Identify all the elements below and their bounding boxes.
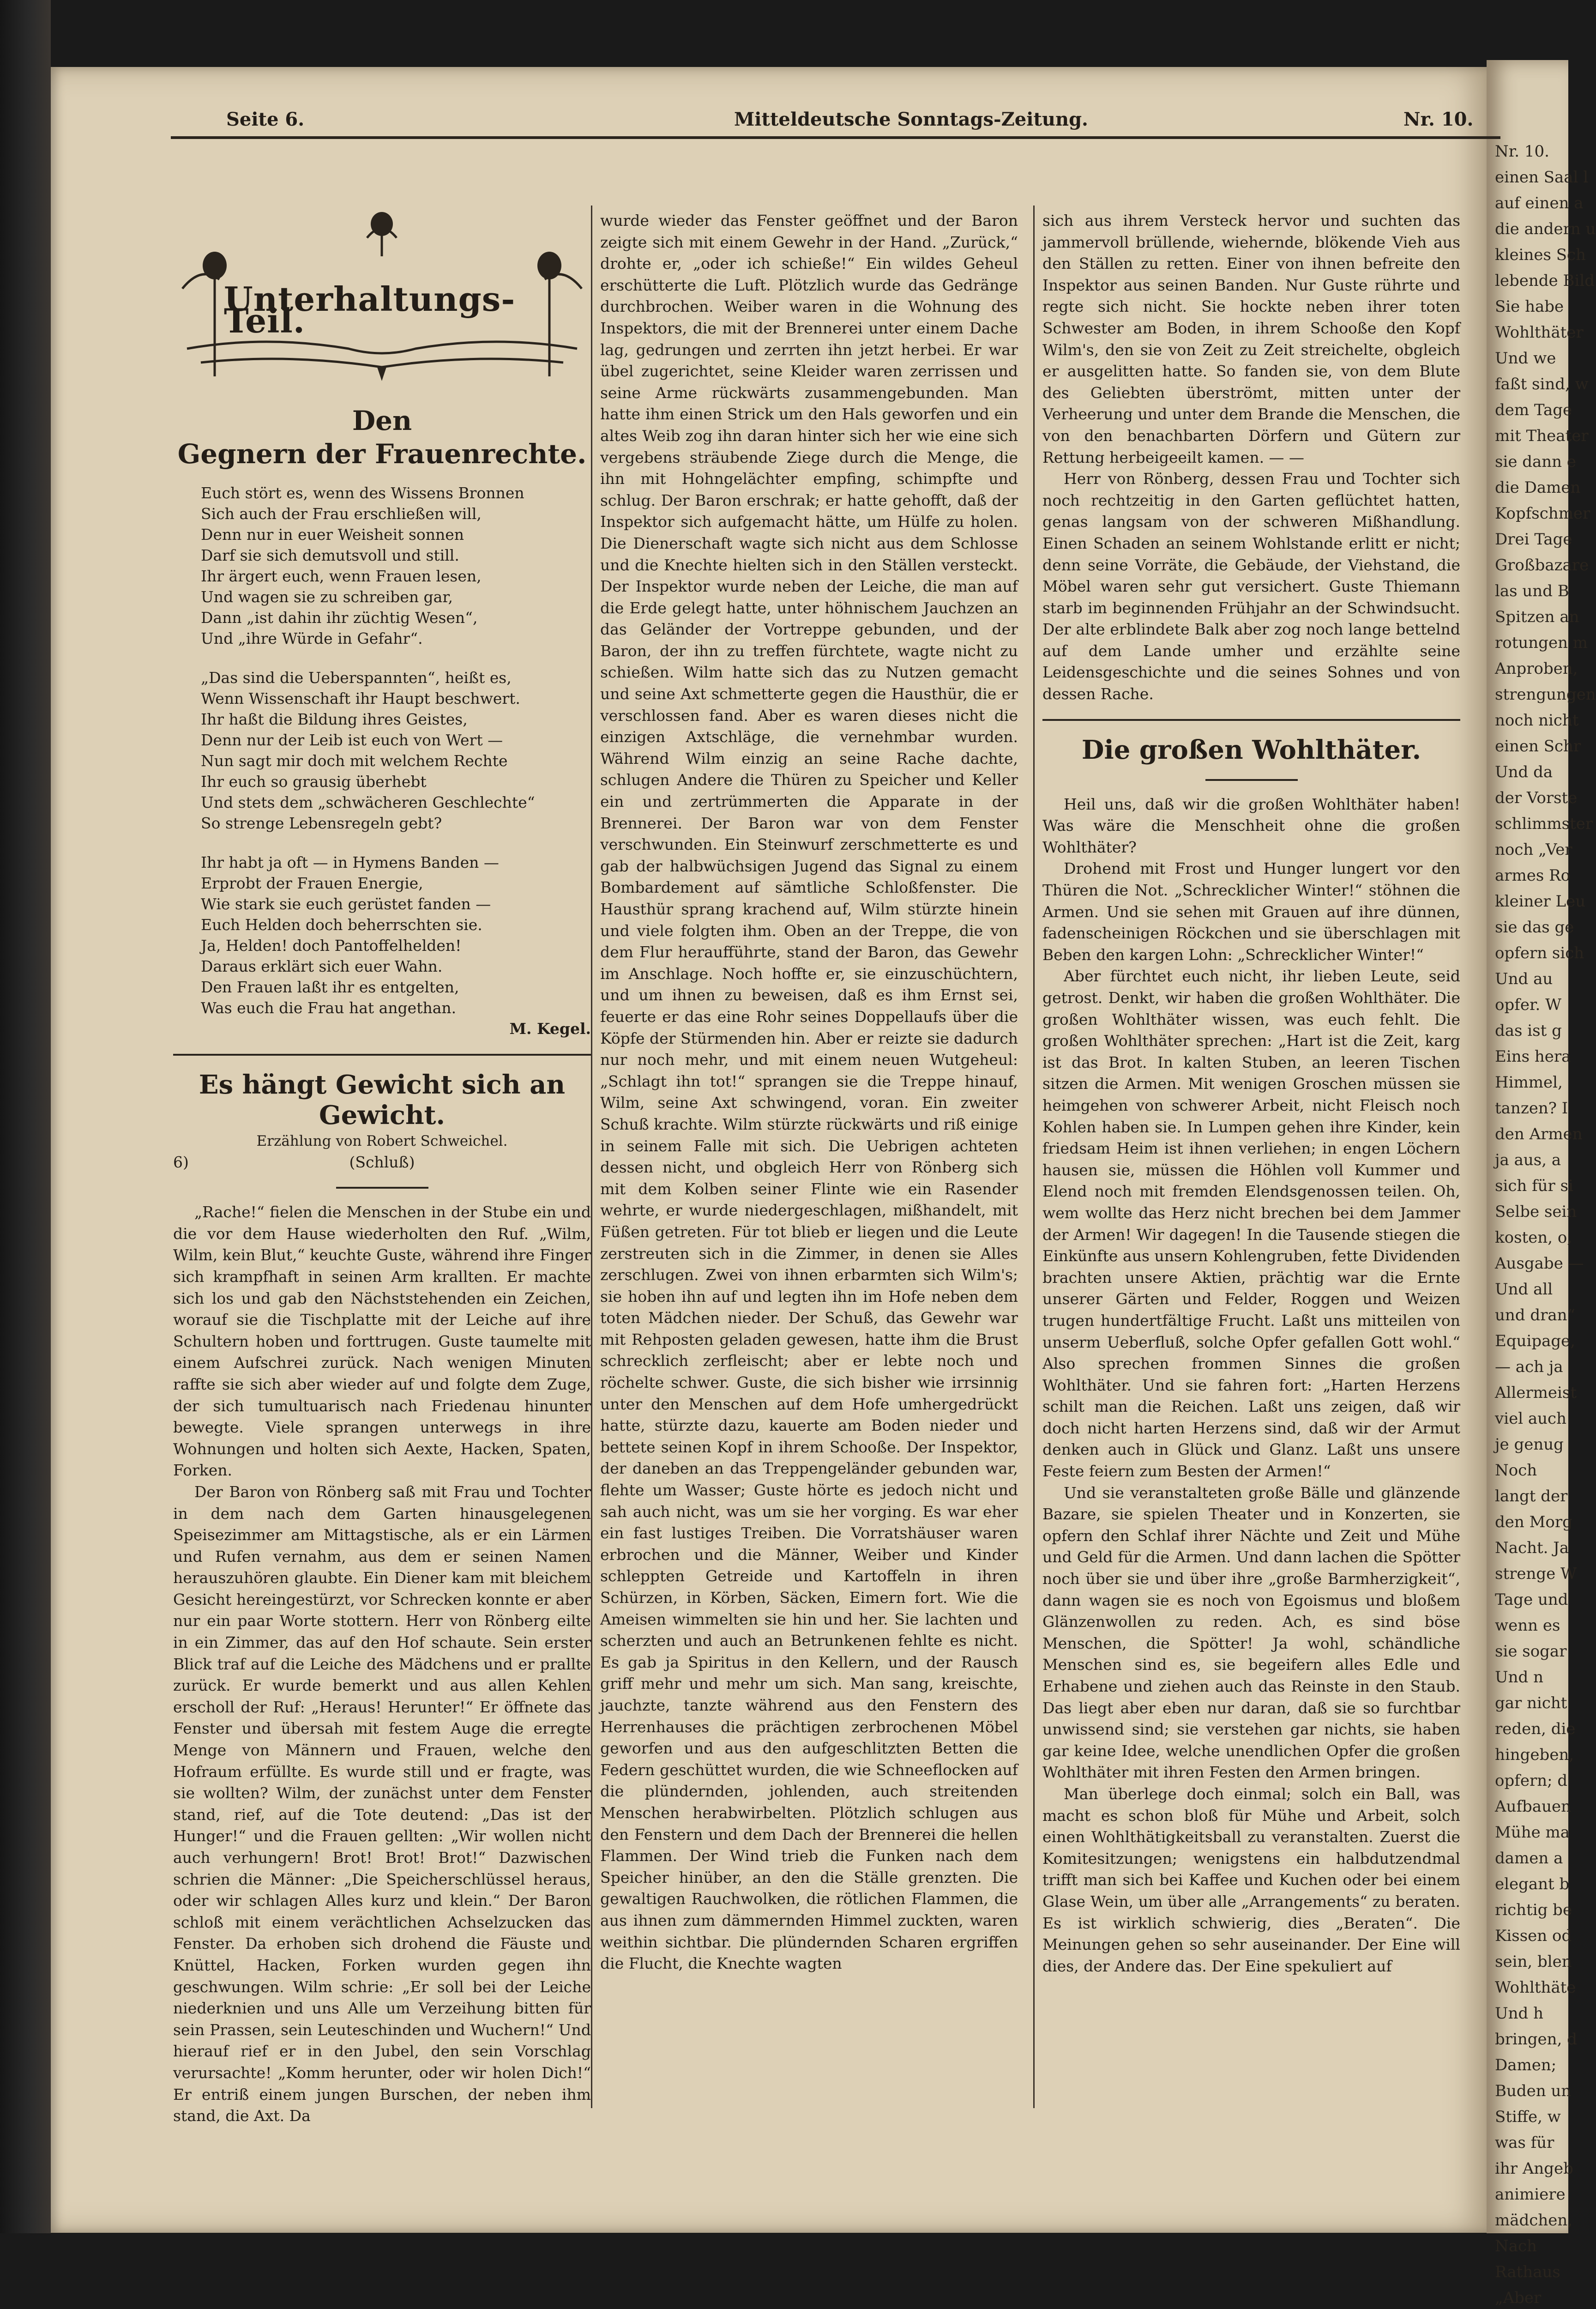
poem-line: Ihr haßt die Bildung ihres Geistes,	[201, 710, 468, 728]
column-3	[1042, 210, 1460, 1977]
poem-line: Euch Helden doch beherrschten sie.	[201, 916, 482, 934]
poem	[201, 483, 591, 1018]
poem-line: Euch stört es, wenn des Wissens Bronnen	[201, 484, 524, 502]
story-part-line	[173, 1152, 591, 1173]
poem-stanza	[201, 667, 591, 834]
column-divider	[1033, 206, 1035, 2108]
article-paragraph: Aber fürchtet euch nicht, ihr lieben Leute, seid getrost. Denkt, wir haben die großen Wohlthäter. Die großen Wohlthäter wissen, was euch fehlt. Die großen Wohlthäter sprechen: „Hart ist die Zeit, karg ist das Brot. In kalten Stuben, an leeren Tischen sitzen die Armen. Mit wenigen Groschen müssen sie heimgehen von schwerer Arbeit, nicht Fleisch noch Kohlen haben sie. In Lumpen gehen ihre Kinder, kein friedsam Heim ist ihnen verliehen; in engen Löchern hausen sie, müssen die Höhlen voll Kummer und Elend noch mit fremden Elendsgenossen teilen. Oh, wem wollte das Herz nicht brechen bei dem Jammer der Armen! Wir dagegen! In die Tausende stiegen die Einkünfte aus unsern Kohlengruben, fette Dividenden brachten unsere Aktien, prächtig war die Ernte unserer Gärten und Felder, Roggen und Weizen trugen hundertfältige Frucht. Laßt uns mitteilen von unserm Ueberfluß, solche Opfer gefallen Gott wohl.“ Also sprechen frommen Sinnes die großen Wohlthäter. Und sie fahren fort: „Harten Herzens schilt man die Reichen. Laßt uns zeigen, daß wir doch nicht harten Herzens sind, daß wir der Armut denken auch in Glück und Glanz. Laßt uns unsere Feste feiern zum Besten der Armen!“	[1042, 967, 1460, 1481]
book-binding	[0, 0, 51, 2233]
section-divider	[1042, 719, 1460, 721]
poem-line: Wenn Wissenschaft ihr Haupt beschwert.	[201, 689, 520, 707]
adjacent-page-fragment	[1487, 60, 1596, 2307]
story-paragraph: Der Baron von Rönberg saß mit Frau und Tochter in dem nach dem Garten hinausgelegenen Speisezimmer am Mittagstische, als er ein Lärmen und Rufen vernahm, aus dem er seinen Namen herauszuhören glaubte. Ein Diener kam mit bleichem Gesicht hereingestürzt, vor Schrecken konnte er aber nur ein paar Worte stottern. Herr von Rönberg eilte in ein Zimmer, das auf den Hof schaute. Sein erster Blick traf auf die Leiche des Mädchens und er prallte zurück. Er wurde bemerkt und aus allen Kehlen erscholl der Ruf: „Heraus! Herunter!“ Er öffnete das Fenster und übersah mit festem Auge die erregte Menge von Männern und Frauen, welche den Hofraum erfüllte. Es wurde still und er fragte, was sie wollten? Wilm, der zunächst unter dem Fenster stand, rief, auf die Tote deutend: „Das ist der Hunger!“ und die Frauen gellten: „Wir wollen nicht auch verhungern! Brot! Brot! Brot!“ Dazwischen schrien die Männer: „Die Speicherschlüssel heraus, oder wir schlagen Alles kurz und klein.“ Der Baron schloß mit einem verächtlichen Achselzucken das Fenster. Da erhoben sich drohend die Fäuste und Knüttel, Hacken, Forken wurden gegen ihn geschwungen. Wilm schrie: „Er soll bei der Leiche niederknien und uns Alle um Verzeihung bitten für sein Prassen, sein Leuteschinden und Wuchern!“ Und hierauf rief er in den Jubel, den sein Vorschlag verursachte! „Komm herunter, oder wir holen Dich!“ Er entriß einem jungen Burschen, der neben ihm stand, die Axt. Da	[173, 1482, 591, 2125]
poem-line: Nun sagt mir doch mit welchem Rechte	[201, 752, 508, 770]
story-part-number: 6)	[173, 1153, 189, 1172]
adjacent-page-text: Nr. 10. einen Saal l auf einen a die andern u kleines Sch lebende Bild Sie habe Wohlthäter Und we faßt sind, w dem Tage mit Theater sie dann e die Damen Kopfschmer Drei Tage Großbazare las und B Spitzen an rotungen m Anproben, strengungen noch nicht einen Schr Und da der Vorste schlimmster noch „Ver armes Ro kleiner Leu sie das ge opfern sich Und au opfer. W das ist g Eins hera Himmel, tanzen? I den Armen ja aus, a sich für si Selbe sein kosten, o, Ausgabe — Und all und dran“ Equipage, — ach ja Allermeist viel auch je genug Noch langt der den Morg Nacht. Ja strenge W Tage und wenn es sie sogar Und n gar nicht reden, die hingeben, opfern; d Aufbauen Mühe ma damen a elegant b richtig be Kissen od sein, blen Wohlthäte Und h bringen, d Damen; Buden un Stiffe, w was für ihr Angeb animiere mädchen, Nach Rathaus „Aber	[1495, 142, 1596, 2307]
column-divider	[591, 206, 592, 2108]
section-title: Unterhaltungs-Teil.	[224, 279, 516, 340]
poem-line: Und wagen sie zu schreiben gar,	[201, 588, 453, 606]
poem-title-line1: Den	[352, 405, 412, 436]
story-paragraph: „Rache!“ fielen die Menschen in der Stube ein und die vor dem Hause wiederholten den Ruf. „Wilm, Wilm, kein Blut,“ keuchte Guste, während ihre Finger sich krampfhaft in seinen Arm krallten. Er machte sich los und gab den Nächststehenden ein Zeichen, worauf sie die Tischplatte mit der Leiche auf ihre Schultern hoben und forttrugen. Guste taumelte mit einem Aufschrei zurück. Nach wenigen Minuten raffte sie sich aber wieder auf und folgte dem Zuge, der sich tumultuarisch nach Friedenau hinunter bewegte. Viele sprangen unterwegs in ihre Wohnungen und holten sich Aexte, Hacken, Spaten, Forken.	[173, 1203, 591, 1480]
poem-line: Daraus erklärt sich euer Wahn.	[201, 957, 443, 975]
title-separator	[1205, 779, 1298, 781]
article-paragraph: Man überlege doch einmal; solch ein Ball, was macht es schon bloß für Mühe und Arbeit, solch einen Wohlthätigkeitsball zu veranstalten. Zuerst die Komitesitzungen; wenigstens ein halbdutzendmal trifft man sich bei Kaffee und Kuchen oder bei einem Glase Wein, um über alle „Arrangements“ zu beraten. Es ist wirklich schwierig, dies „Beraten“. Die Meinungen gehen so sehr auseinander. Der Eine will dies, der Andere das. Der Eine spekuliert auf	[1042, 1784, 1460, 1975]
story-paragraph: wurde wieder das Fenster geöffnet und der Baron zeigte sich mit einem Gewehr in der Hand. „Zurück,“ drohte er, „oder ich schieße!“ Ein wildes Geheul erschütterte die Luft. Plötzlich wurde das Gedränge durchbrochen. Weiber waren in die Wohnung des Inspektors, die mit der Brennerei unter einem Dache lag, gedrungen und zerrten ihn jetzt herbei. Er war übel zugerichtet, seine Kleider waren zerrissen und seine Arme rückwärts zusammengebunden. Man hatte ihm einen Strick um den Hals geworfen und ein altes Weib zog ihn daran hinter sich her wie eine sich vergebens sträubende Ziege durch die Menge, die ihn mit Hohngelächter empfing, schimpfte und schlug. Der Baron erschrak; er hatte gehofft, daß der Inspektor sich aufgemacht hätte, um Hülfe zu holen. Die Dienerschaft wagte sich nicht aus dem Schlosse und die Knechte hielten sich in den Ställen versteckt. Der Inspektor wurde neben der Leiche, die man auf die Erde gelegt hatte, unter höhnischem Jauchzen an das Geländer der Vortreppe gebunden, und der Baron, der ihn zu treffen fürchtete, wagte nicht zu schießen. Wilm hatte sich das zu Nutzen gemacht und seine Axt schmetterte gegen die Hausthür, die er verschlossen fand. Aber es waren dieses nicht die einzigen Axtschläge, die vernehmbar wurden. Während Wilm einzig an seine Rache dachte, schlugen Andere die Thüren zu Speicher und Keller ein und zertrümmerten die Apparate in der Brennerei. Der Baron war von dem Fenster verschwunden. Ein Steinwurf zerschmetterte es und gab der halbwüchsigen Jugend das Signal zu einem Bombardement auf sämtliche Schloßfenster. Die Hausthür sprang krachend auf, Wilm stürzte hinein und viele folgten ihm. Oben an der Treppe, die von dem Flur heraufführte, stand der Baron, das Gewehr im Anschlage. Noch hoffte er, sie einzuschüchtern, und um ihnen zu beweisen, daß es ihm Ernst sei, feuerte er das eine Rohr seines Doppellaufs über die Köpfe der Stürmenden hin. Aber er reizte sie dadurch nur noch mehr, und mit einem neuen Wutgeheul: „Schlagt ihn tot!“ sprangen sie die Treppe hinauf, Wilm, seine Axt schwingend, voran. Ein zweiter Schuß krachte. Wilm stürzte rückwärts und riß einige in seinem Falle mit sich. Die Uebrigen achteten dessen nicht, und obgleich Herr von Rönberg sich mit dem Kolben seiner Flinte wie ein Rasender wehrte, er wurde niedergeschlagen, mißhandelt, mit Füßen getreten. Für tot blieb er liegen und die Leute zerstreuten sich in die Zimmer, in denen sie Alles zerschlugen. Zwei von ihnen erbarmten sich Wilm's; sie hoben ihn auf und legten ihn im Hofe neben dem toten Mädchen nieder. Der Schuß, das Gewehr war mit Rehposten geladen gewesen, hatte ihm die Brust schrecklich zerfleischt; aber er lebte noch und röchelte schwer. Guste, die sich bisher wie irrsinnig unter den Menschen auf dem Hofe umhergedrückt hatte, stürzte dazu, kauerte am Boden nieder und bettete seinen Kopf in ihrem Schooße. Der Inspektor, der daneben an das Treppengeländer gebunden war, flehte um Wasser; Guste hörte es jedoch nicht und sah auch nicht, was um sie her vorging. Es war eher ein fast lustiges Treiben. Die Vorratshäuser waren erbrochen und die Männer, Weiber und Kinder schleppten Getreide und Kartoffeln in ihren Schürzen, in Körben, Säcken, Eimern fort. Wie die Ameisen wimmelten sie hin und her. Sie lachten und scherzten und auch an Betrunkenen fehlte es nicht. Es gab ja Spiritus in den Kellern, und der Rausch griff mehr und mehr um sich. Man sang, kreischte, jauchzte, tanzte während aus den Fenstern des Herrenhauses die prächtigen zerbrochenen Möbel geworfen und aus den aufgeschlitzten Betten die Federn geschüttet wurden, die wie Schneeflocken auf die plündernden, johlenden, auch streitenden Menschen herabwirbelten. Plötzlich schlugen aus den Fenstern und dem Dach der Brennerei die hellen Flammen. Der Wind trieb die Funken nach dem Speicher hinüber, an den die Ställe grenzten. Die gewaltigen Rauchwolken, die rötlichen Flammen, die aus ihnen zum dämmernden Himmel zuckten, waren weithin sichtbar. Die plündernden Scharen ergriffen die Flucht, die Knechte wagten	[600, 212, 1018, 1973]
poem-title-line2: Gegnern der Frauenrechte.	[177, 438, 587, 470]
poem-line: Ihr ärgert euch, wenn Frauen lesen,	[201, 567, 482, 585]
poem-line: Denn nur in euer Weisheit sonnen	[201, 526, 464, 544]
story-subtitle: Erzählung von Robert Schweichel.	[256, 1132, 508, 1149]
poem-author: M. Kegel.	[509, 1020, 591, 1038]
poem-line: Was euch die Frau hat angethan.	[201, 999, 457, 1017]
poem-line: Dann „ist dahin ihr züchtig Wesen“,	[201, 609, 478, 627]
poem-stanza	[201, 483, 591, 649]
poem-line: So strenge Lebensregeln gebt?	[201, 814, 442, 832]
poem-line: Erprobt der Frauen Energie,	[201, 874, 423, 892]
story-paragraph: sich aus ihrem Versteck hervor und suchten das jammervoll brüllende, wiehernde, blökende Vieh aus den Ställen zu retten. Einer von ihnen befreite den Inspektor aus seinen Banden. Nur Guste rührte und regte sich nicht. Sie hockte neben ihrer toten Schwester am Boden, in ihrem Schooße den Kopf Wilm's, den sie von Zeit zu Zeit streichelte, obgleich er ausgelitten hatte. So fanden sie, von dem Blute des Geliebten überströmt, mitten unter der Verheerung und unter dem Brande die Menschen, die von den benachbarten Dörfern und Gütern zur Rettung herbeigeeilt kamen. — —	[1042, 212, 1460, 466]
poem-line: Ihr euch so grausig überhebt	[201, 773, 427, 791]
column-1	[173, 210, 591, 2127]
poem-line: Sich auch der Frau erschließen will,	[201, 505, 482, 523]
header-rule	[171, 136, 1500, 139]
story-part-note: (Schluß)	[349, 1153, 415, 1172]
section-divider	[173, 1054, 591, 1056]
article-paragraph: Heil uns, daß wir die großen Wohlthäter haben! Was wäre die Menschheit ohne die großen Wohlthäter?	[1042, 795, 1460, 856]
column-2	[600, 210, 1018, 1975]
article-paragraph: Und sie veranstalteten große Bälle und glänzende Bazare, sie spielen Theater und in Konzerten, sie opfern den Schlaf ihrer Nächte und Zeit und Mühe und Geld für die Armen. Und dann lachen die Spötter noch über sie und über ihre „große Barmherzigkeit“, dann wagen sie es noch von Egoismus und bloßem Glänzenwollen zu reden. Ach, es sind böse Menschen, die Spötter! Ja wohl, schändliche Menschen sind es, sie begeifern alles Edle und Erhabene und ziehen auch das Reinste in den Staub. Das liegt aber eben nur daran, daß sie so furchtbar unwissend sind; sie verstehen gar nichts, sie haben gar keine Idee, welche unendlichen Opfer die großen Wohlthäter mit ihren Festen den Armen bringen.	[1042, 1483, 1460, 1782]
poem-line: Den Frauen laßt ihr es entgelten,	[201, 978, 459, 996]
page-number: Seite 6.	[226, 109, 305, 130]
poem-line: Wie stark sie euch gerüstet fanden —	[201, 895, 491, 913]
story-paragraph: Herr von Rönberg, dessen Frau und Tochter sich noch rechtzeitig in den Garten geflüchtet hatten, genas langsam von der schweren Mißhandlung. Einen Schaden an seinem Wohlstande erlitt er nicht; denn seine Vorräte, die Gebäude, der Viehstand, die Möbel waren sehr gut versichert. Guste Thiemann starb im beginnenden Frühjahr an der Schwindsucht. Der alte erblindete Balk aber zog noch lange bettelnd auf dem Lande umher und erzählte seine Leidensgeschichte und die seines Sohnes und von dessen Rache.	[1042, 470, 1460, 703]
article-title: Die großen Wohlthäter.	[1081, 734, 1421, 765]
title-separator	[336, 1187, 428, 1189]
poem-line: Und „ihre Würde in Gefahr“.	[201, 629, 423, 647]
newspaper-page	[51, 67, 1487, 2233]
section-banner	[173, 210, 591, 404]
poem-line: „Das sind die Ueberspannten“, heißt es,	[201, 669, 512, 687]
poem-line: Denn nur der Leib ist euch von Wert —	[201, 731, 503, 749]
poem-line: Ja, Helden! doch Pantoffelhelden!	[201, 937, 462, 955]
poem-stanza	[201, 852, 591, 1018]
poem-line: Und stets dem „schwächeren Geschlechte“	[201, 793, 535, 811]
story-title: Es hängt Gewicht sich an Gewicht.	[199, 1069, 566, 1130]
newspaper-title: Mitteldeutsche Sonntags-Zeitung.	[734, 109, 1088, 130]
article-paragraph: Drohend mit Frost und Hunger lungert vor den Thüren die Not. „Schrecklicher Winter!“ stöhnen die Armen. Und sie sehen mit Grauen auf ihre dünnen, fadenscheinigen Röckchen und sie überschlagen mit Beben den kargen Lohn: „Schrecklicher Winter!“	[1042, 859, 1460, 964]
issue-number: Nr. 10.	[1403, 109, 1474, 130]
poem-line: Darf sie sich demutsvoll und still.	[201, 546, 459, 564]
poem-line: Ihr habt ja oft — in Hymens Banden —	[201, 853, 499, 871]
